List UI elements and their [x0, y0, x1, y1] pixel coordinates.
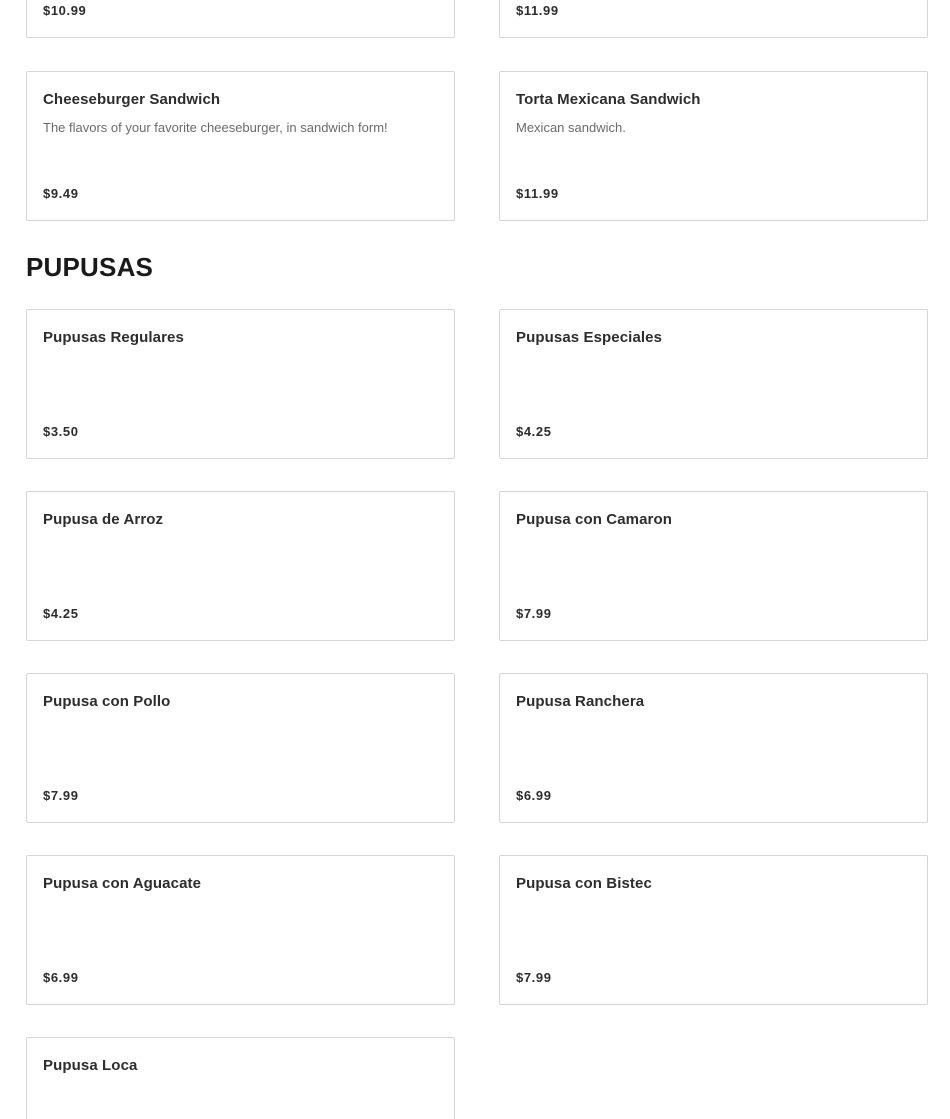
menu-item-price: $7.99: [43, 788, 79, 803]
menu-item-card[interactable]: [26, 855, 455, 1005]
menu-item-card[interactable]: [26, 309, 455, 459]
menu-item-price: $9.49: [43, 186, 79, 201]
menu-item-price: $11.99: [516, 186, 559, 201]
menu-item-price: $6.99: [516, 788, 552, 803]
menu-item-name: Pupusa con Aguacate: [43, 875, 202, 892]
menu-item-price: $6.99: [43, 970, 79, 985]
menu-item-price: $10.99: [43, 3, 87, 18]
menu-item-name: Pupusa con Bistec: [516, 875, 652, 892]
menu-item-card[interactable]: [499, 855, 928, 1005]
menu-item-price: $11.99: [516, 3, 559, 18]
menu-item-price: $4.25: [43, 606, 79, 621]
menu-item-name: Cheeseburger Sandwich: [43, 91, 221, 108]
menu-item-name: Pupusa con Camaron: [516, 511, 672, 528]
menu-item-name: Pupusa con Pollo: [43, 693, 171, 710]
menu-item-card[interactable]: [26, 673, 455, 823]
menu-item-name: Torta Mexicana Sandwich: [516, 91, 701, 108]
menu-item-name: Pupusas Especiales: [516, 329, 663, 346]
menu-item-card[interactable]: [26, 491, 455, 641]
menu-item-price: $7.99: [516, 606, 552, 621]
menu-item-name: Pupusa Ranchera: [516, 693, 645, 710]
menu-item-price: $3.50: [43, 424, 79, 439]
menu-item-description: Mexican sandwich.: [516, 120, 626, 135]
menu-item-card[interactable]: [499, 0, 928, 38]
menu-item-price: $7.99: [516, 970, 552, 985]
menu-item-description: The flavors of your favorite cheeseburger, in sandwich form!: [43, 120, 388, 135]
menu-item-card[interactable]: [26, 71, 455, 221]
menu-item-card[interactable]: [499, 491, 928, 641]
menu-item-price: $4.25: [516, 424, 552, 439]
section-title: PUPUSAS: [26, 252, 154, 282]
menu-item-card[interactable]: [26, 0, 455, 38]
menu-item-card[interactable]: [26, 1037, 455, 1119]
menu-item-card[interactable]: [499, 673, 928, 823]
menu-item-name: Pupusas Regulares: [43, 329, 184, 346]
menu-item-name: Pupusa Loca: [43, 1057, 138, 1074]
menu-item-name: Pupusa de Arroz: [43, 511, 164, 528]
menu-item-card[interactable]: [499, 71, 928, 221]
menu-item-card[interactable]: [499, 309, 928, 459]
